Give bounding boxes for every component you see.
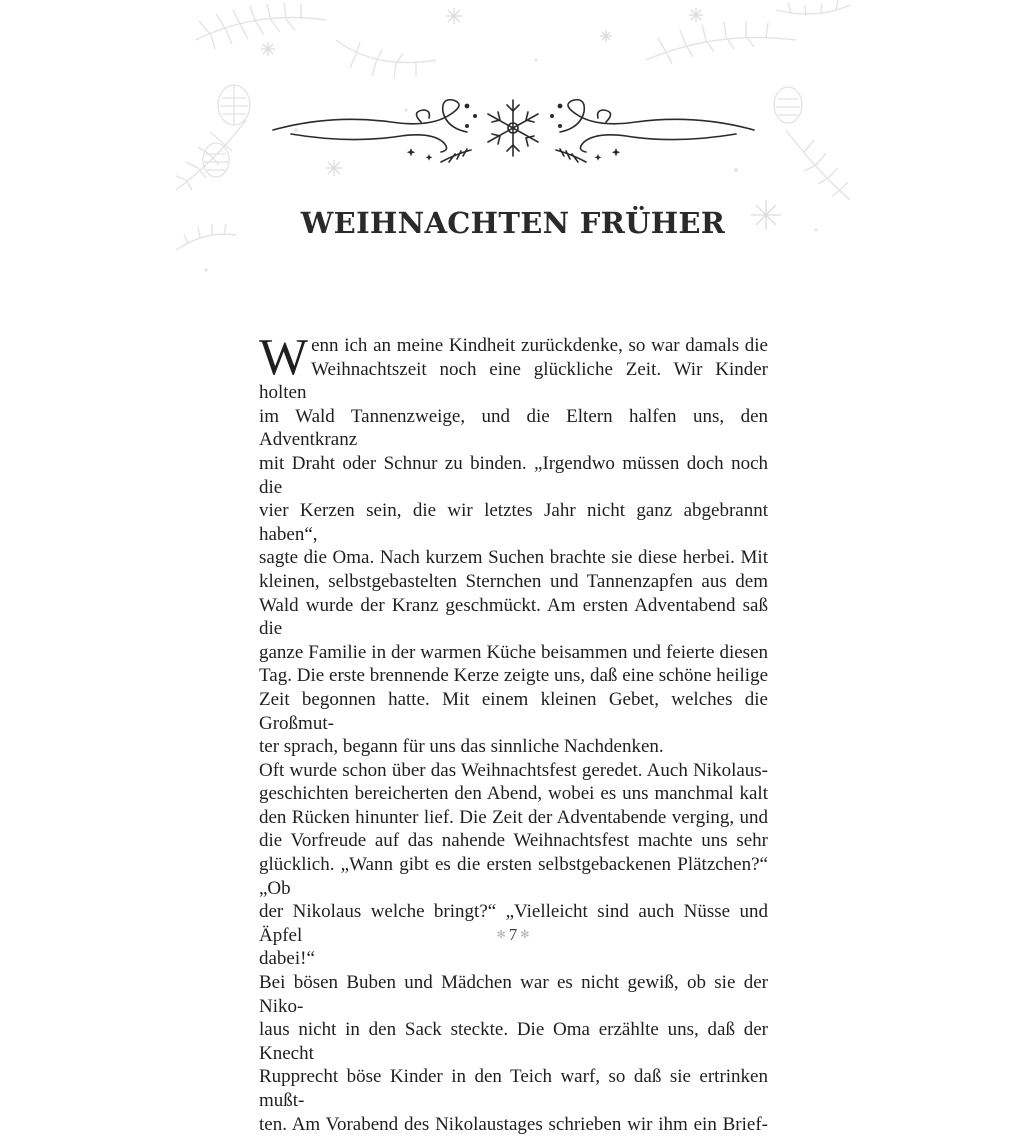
text-line: Rupprecht böse Kinder in den Teich warf, so daß sie ertrinken mußt- [259,1066,768,1111]
chapter-title: WEIHNACHTEN FRÜHER [300,206,726,240]
text-line: mit Draht oder Schnur zu binden. „Irgendwo müssen doch noch die [259,452,768,498]
text-line: die Vorfreude auf das nahende Weihnachtsfest machte uns sehr [259,830,768,852]
text-line: sagte die Oma. Nach kurzem Suchen brachte sie diese herbei. Mit [259,547,768,569]
text-line: Tag. Die erste brennende Kerze zeigte uns, daß eine schöne heilige [259,665,768,687]
text-line: im Wald Tannenzweige, und die Eltern halfen uns, den Adventkranz [259,405,768,451]
text-line: geschichten bereicherten den Abend, wobei es uns manchmal kalt [259,783,768,805]
text-line: Weihnachtszeit noch eine glückliche Zeit. Wir Kinder holten [259,358,768,404]
text-line: den Rücken hinunter lief. Die Zeit der Adventabende verging, und [259,806,768,828]
page-number-value: 7 [508,925,518,944]
text-line: dabei!“ [259,948,315,970]
text-line: Wald wurde der Kranz geschmückt. Am ersten Adventabend saß die [259,594,768,640]
flourish-ornament [271,92,756,172]
book-page [176,0,850,1135]
snowflake-icon: ✻ [496,929,506,941]
text-line: enn ich an meine Kindheit zurückdenke, so war damals die [311,335,768,356]
text-line: Bei bösen Buben und Mädchen war es nicht gewiß, ob sie der Niko- [259,972,768,1017]
snowflake-icon [488,100,538,156]
text-line: Oft wurde schon über das Weihnachtsfest geredet. Auch Nikolaus- [259,759,768,781]
text-line: vier Kerzen sein, die wir letztes Jahr nicht ganz abgebrannt haben“, [259,500,768,545]
text-line: ter sprach, begann für uns das sinnliche Nachdenken. [259,736,664,758]
text-line: der Nikolaus welche bringt?“ „Vielleicht sind auch Nüsse und Äpfel [259,901,768,946]
text-line: ten. Am Vorabend des Nikolaustages schrieben wir ihm ein Brief- [259,1113,768,1135]
text-line: ganze Familie in der warmen Küche beisammen und feierte diesen [259,641,768,663]
text-line: glücklich. „Wann gibt es die ersten selbstgebackenen Plätzchen?“ „Ob [259,854,768,899]
snowflake-icon: ✻ [520,929,530,941]
text-line: laus nicht in den Sack steckte. Die Oma erzählte uns, daß der Knecht [259,1019,768,1064]
page-number [176,925,850,945]
body-text [259,329,768,1136]
text-line: kleinen, selbstgebastelten Sternchen und Tannenzapfen aus dem [259,570,768,592]
text-line: Zeit begonnen hatte. Mit einem kleinen Gebet, welches die Großmut- [259,688,768,734]
drop-cap: W [259,329,309,386]
